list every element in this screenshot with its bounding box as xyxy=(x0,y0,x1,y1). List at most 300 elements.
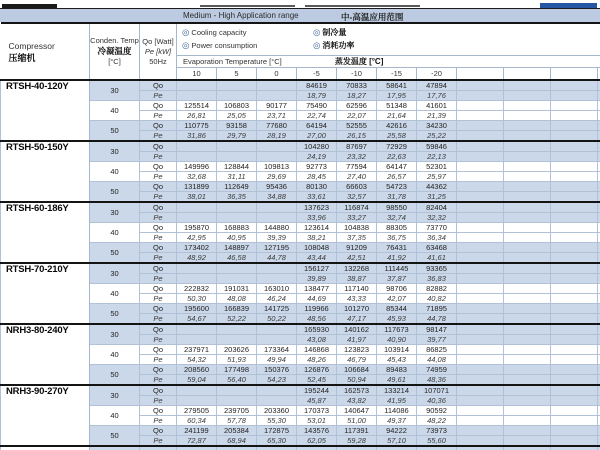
qo-value-cell xyxy=(177,385,217,396)
qo-value-cell xyxy=(504,162,551,172)
table-row xyxy=(1,162,600,172)
pe-value-cell xyxy=(457,375,504,386)
pe-value-cell: 45,43 xyxy=(377,355,417,365)
pe-value-cell: 41,95 xyxy=(377,396,417,406)
cond-temp-cell: 50 xyxy=(90,426,140,447)
qo-value-cell: 168883 xyxy=(217,223,257,233)
qo-value-cell xyxy=(551,80,598,91)
qo-value-cell xyxy=(551,345,598,355)
pe-value-cell: 45,93 xyxy=(377,314,417,325)
cropped-subtitle-fragment xyxy=(305,5,420,7)
qo-value-cell: 80130 xyxy=(297,182,337,192)
qo-value-cell: 146868 xyxy=(297,345,337,355)
pe-value-cell: 43,82 xyxy=(337,396,377,406)
qo-value-cell: 94222 xyxy=(377,426,417,436)
pe-value-cell: 55,30 xyxy=(257,416,297,426)
pe-value-cell xyxy=(217,152,257,162)
pe-value-cell: 43,44 xyxy=(297,253,337,264)
qo-value-cell: 205384 xyxy=(217,426,257,436)
pe-row-label: Pe xyxy=(140,355,177,365)
pe-value-cell xyxy=(457,213,504,223)
cond-temp-cell: 40 xyxy=(90,284,140,304)
qo-value-cell xyxy=(257,446,297,450)
qo-value-cell: 191031 xyxy=(217,284,257,294)
qo-value-cell xyxy=(457,243,504,253)
qo-value-cell xyxy=(457,101,504,111)
pe-value-cell xyxy=(457,335,504,345)
qo-value-cell xyxy=(457,202,504,213)
qo-value-cell: 101270 xyxy=(337,304,377,314)
qo-value-cell: 123823 xyxy=(337,345,377,355)
qo-value-cell: 170373 xyxy=(297,406,337,416)
qo-value-cell xyxy=(217,202,257,213)
qo-value-cell: 208560 xyxy=(177,365,217,375)
qo-value-cell xyxy=(377,446,417,450)
pe-value-cell xyxy=(457,91,504,101)
pe-value-cell xyxy=(457,172,504,182)
pe-value-cell: 52,22 xyxy=(217,314,257,325)
table-row xyxy=(1,385,600,396)
pe-value-cell: 52,45 xyxy=(297,375,337,386)
pe-value-cell: 40,82 xyxy=(417,294,457,304)
pe-row-label: Pe xyxy=(140,233,177,243)
qo-value-cell: 165930 xyxy=(297,324,337,335)
pe-value-cell: 34,88 xyxy=(257,192,297,203)
pe-value-cell: 25,58 xyxy=(377,131,417,142)
pe-value-cell: 44,78 xyxy=(257,253,297,264)
qo-value-cell: 77594 xyxy=(337,162,377,172)
qo-value-cell: 82404 xyxy=(417,202,457,213)
pe-value-cell xyxy=(457,355,504,365)
performance-table xyxy=(0,22,600,450)
pe-value-cell xyxy=(457,111,504,121)
pe-value-cell: 22,63 xyxy=(377,152,417,162)
qo-value-cell: 98147 xyxy=(417,324,457,335)
qo-value-cell xyxy=(551,182,598,192)
qo-row-label: Qo xyxy=(140,101,177,111)
pe-value-cell: 72,87 xyxy=(177,436,217,447)
qo-value-cell: 166839 xyxy=(217,304,257,314)
qo-value-cell: 73973 xyxy=(417,426,457,436)
pe-value-cell: 48,56 xyxy=(297,314,337,325)
qo-value-cell: 104838 xyxy=(337,223,377,233)
pe-value-cell: 48,92 xyxy=(177,253,217,264)
legend-line-cooling xyxy=(177,26,600,39)
cond-temp-cell: 40 xyxy=(90,101,140,121)
compressor-model-cell: RTSH-50-150Y xyxy=(1,141,90,202)
pe-value-cell: 25,97 xyxy=(417,172,457,182)
pe-value-cell xyxy=(551,355,598,365)
compressor-model-cell: NRH3-90-270Y xyxy=(1,385,90,446)
pe-row-label: Pe xyxy=(140,294,177,304)
evap-tick: -20 xyxy=(417,68,457,81)
qo-value-cell: 131899 xyxy=(177,182,217,192)
pe-value-cell xyxy=(504,233,551,243)
qo-value-cell: 203360 xyxy=(257,406,297,416)
pe-value-cell: 65,30 xyxy=(257,436,297,447)
qo-value-cell: 148897 xyxy=(217,243,257,253)
pe-value-cell: 49,37 xyxy=(377,416,417,426)
qo-value-cell: 141725 xyxy=(257,304,297,314)
pe-row-label: Pe xyxy=(140,172,177,182)
qo-value-cell xyxy=(457,121,504,131)
qo-value-cell: 59846 xyxy=(417,141,457,152)
cond-temp-cell xyxy=(90,446,140,450)
qo-value-cell xyxy=(504,243,551,253)
qo-value-cell xyxy=(551,223,598,233)
pe-value-cell: 44,08 xyxy=(417,355,457,365)
table-row xyxy=(1,202,600,213)
table-row xyxy=(1,406,600,416)
qo-row-label: Qo xyxy=(140,284,177,294)
pe-value-cell: 42,95 xyxy=(177,233,217,243)
qo-row-label: Qo xyxy=(140,426,177,436)
compressor-model-cell: NRH3-80-240Y xyxy=(1,324,90,385)
cond-temp-cell: 30 xyxy=(90,385,140,406)
qo-value-cell xyxy=(504,385,551,396)
pe-value-cell: 53,01 xyxy=(297,416,337,426)
pe-value-cell: 17,95 xyxy=(377,91,417,101)
qo-value-cell xyxy=(551,284,598,294)
power-consumption-icon: ◎ xyxy=(313,40,321,50)
cond-temp-header-en: Conden. Temp xyxy=(90,36,139,45)
pe-value-cell: 49,61 xyxy=(377,375,417,386)
cond-temp-cell: 40 xyxy=(90,345,140,365)
pe-value-cell: 36,34 xyxy=(417,233,457,243)
pe-value-cell xyxy=(551,274,598,284)
pe-value-cell: 22,74 xyxy=(297,111,337,121)
qo-row-label xyxy=(140,446,177,450)
pe-row-label: Pe xyxy=(140,274,177,284)
qo-value-cell: 144880 xyxy=(257,223,297,233)
pe-value-cell: 38,87 xyxy=(337,274,377,284)
qo-value-cell xyxy=(504,345,551,355)
pe-value-cell xyxy=(551,91,598,101)
pe-value-cell: 25,22 xyxy=(417,131,457,142)
pe-unit-label: Pe [kW] xyxy=(144,46,172,56)
qo-value-cell xyxy=(417,446,457,450)
pe-value-cell: 50,30 xyxy=(177,294,217,304)
legend-cooling-en: Cooling capacity xyxy=(191,28,247,37)
qo-value-cell: 85344 xyxy=(377,304,417,314)
pe-value-cell: 41,97 xyxy=(337,335,377,345)
compressor-header xyxy=(1,23,90,80)
pe-value-cell xyxy=(551,172,598,182)
pe-value-cell xyxy=(504,111,551,121)
pe-row-label: Pe xyxy=(140,91,177,101)
qo-value-cell: 150376 xyxy=(257,365,297,375)
qo-value-cell: 74959 xyxy=(417,365,457,375)
pe-value-cell xyxy=(177,213,217,223)
qo-value-cell: 75490 xyxy=(297,101,337,111)
pe-value-cell xyxy=(551,416,598,426)
qo-value-cell xyxy=(457,446,504,450)
cropped-subtitle-fragment xyxy=(200,5,295,7)
qo-value-cell: 222832 xyxy=(177,284,217,294)
pe-value-cell: 44,69 xyxy=(297,294,337,304)
qo-value-cell: 112649 xyxy=(217,182,257,192)
pe-value-cell xyxy=(257,335,297,345)
pe-value-cell: 32,32 xyxy=(417,213,457,223)
pe-value-cell: 31,25 xyxy=(417,192,457,203)
qo-value-cell: 90592 xyxy=(417,406,457,416)
table-row xyxy=(1,263,600,274)
cond-temp-cell: 50 xyxy=(90,121,140,142)
qo-row-label: Qo xyxy=(140,141,177,152)
pe-value-cell xyxy=(457,152,504,162)
pe-value-cell: 36,35 xyxy=(217,192,257,203)
qo-value-cell: 77680 xyxy=(257,121,297,131)
pe-value-cell xyxy=(177,152,217,162)
qo-value-cell: 116874 xyxy=(337,202,377,213)
qo-value-cell xyxy=(217,324,257,335)
qo-value-cell: 73770 xyxy=(417,223,457,233)
table-row xyxy=(1,80,600,91)
qo-value-cell: 237971 xyxy=(177,345,217,355)
pe-value-cell: 48,08 xyxy=(217,294,257,304)
pe-value-cell: 31,11 xyxy=(217,172,257,182)
qo-value-cell xyxy=(457,426,504,436)
pe-row-label: Pe xyxy=(140,192,177,203)
frequency-label: 50Hz xyxy=(149,56,167,66)
cond-temp-cell: 40 xyxy=(90,406,140,426)
legend-power-zh: 消耗功率 xyxy=(322,41,355,50)
compressor-model-cell: RTSH-60-186Y xyxy=(1,202,90,263)
pe-value-cell: 21,64 xyxy=(377,111,417,121)
pe-value-cell: 50,94 xyxy=(337,375,377,386)
qo-value-cell: 54723 xyxy=(377,182,417,192)
pe-value-cell: 55,60 xyxy=(417,436,457,447)
qo-value-cell: 156127 xyxy=(297,263,337,274)
qo-value-cell: 41601 xyxy=(417,101,457,111)
qo-value-cell: 195870 xyxy=(177,223,217,233)
qo-value-cell: 195244 xyxy=(297,385,337,396)
pe-value-cell xyxy=(257,274,297,284)
power-consumption-icon: ◎ xyxy=(182,40,190,50)
qo-value-cell xyxy=(504,263,551,274)
pe-value-cell: 22,13 xyxy=(417,152,457,162)
qo-value-cell xyxy=(551,121,598,131)
pe-value-cell: 33,96 xyxy=(297,213,337,223)
pe-value-cell xyxy=(177,274,217,284)
pe-row-label: Pe xyxy=(140,131,177,142)
qo-value-cell: 93365 xyxy=(417,263,457,274)
pe-value-cell xyxy=(504,192,551,203)
evap-tick-empty xyxy=(457,68,504,81)
pe-value-cell xyxy=(504,152,551,162)
qo-value-cell: 34230 xyxy=(417,121,457,131)
qo-value-cell xyxy=(177,446,217,450)
pe-value-cell xyxy=(457,192,504,203)
pe-value-cell: 48,26 xyxy=(297,355,337,365)
qo-row-label: Qo xyxy=(140,202,177,213)
pe-row-label: Pe xyxy=(140,253,177,264)
evap-tick: 0 xyxy=(257,68,297,81)
cond-temp-cell: 40 xyxy=(90,162,140,182)
pe-value-cell: 32,74 xyxy=(377,213,417,223)
qo-value-cell xyxy=(551,324,598,335)
pe-value-cell xyxy=(457,233,504,243)
pe-value-cell xyxy=(551,213,598,223)
qo-value-cell xyxy=(504,121,551,131)
qo-value-cell xyxy=(257,385,297,396)
qo-value-cell: 106684 xyxy=(337,365,377,375)
application-range-band xyxy=(0,9,600,22)
qo-value-cell xyxy=(551,101,598,111)
pe-value-cell: 59,28 xyxy=(337,436,377,447)
qo-value-cell xyxy=(177,202,217,213)
pe-value-cell xyxy=(504,131,551,142)
pe-row-label: Pe xyxy=(140,152,177,162)
pe-value-cell: 41,61 xyxy=(417,253,457,264)
pe-value-cell: 40,90 xyxy=(377,335,417,345)
qo-value-cell: 91209 xyxy=(337,243,377,253)
evap-temp-header xyxy=(177,56,600,68)
pe-value-cell: 45,87 xyxy=(297,396,337,406)
pe-value-cell xyxy=(504,375,551,386)
qo-value-cell: 58641 xyxy=(377,80,417,91)
pe-value-cell: 33,61 xyxy=(297,192,337,203)
qo-value-cell xyxy=(177,324,217,335)
pe-value-cell: 22,07 xyxy=(337,111,377,121)
qo-value-cell xyxy=(457,406,504,416)
pe-value-cell: 43,08 xyxy=(297,335,337,345)
qo-value-cell: 90177 xyxy=(257,101,297,111)
qo-value-cell xyxy=(504,304,551,314)
qo-value-cell xyxy=(257,324,297,335)
pe-value-cell: 21,39 xyxy=(417,111,457,121)
qo-row-label: Qo xyxy=(140,385,177,396)
pe-value-cell: 32,57 xyxy=(337,192,377,203)
cond-temp-header xyxy=(90,23,140,80)
qo-value-cell: 173364 xyxy=(257,345,297,355)
qo-value-cell xyxy=(551,304,598,314)
pe-row-label: Pe xyxy=(140,375,177,386)
pe-value-cell xyxy=(177,91,217,101)
pe-value-cell: 62,05 xyxy=(297,436,337,447)
pe-value-cell xyxy=(504,213,551,223)
qo-value-cell: 241199 xyxy=(177,426,217,436)
cond-temp-cell: 30 xyxy=(90,324,140,345)
qo-value-cell: 76431 xyxy=(377,243,417,253)
pe-value-cell: 42,07 xyxy=(377,294,417,304)
qo-value-cell xyxy=(551,162,598,172)
qo-value-cell: 103914 xyxy=(377,345,417,355)
pe-value-cell: 40,95 xyxy=(217,233,257,243)
qo-value-cell xyxy=(457,324,504,335)
table-row xyxy=(1,345,600,355)
qo-value-cell: 95436 xyxy=(257,182,297,192)
qo-unit-label: Qo [Watt] xyxy=(142,36,174,46)
cond-temp-cell: 40 xyxy=(90,223,140,243)
qo-value-cell: 93158 xyxy=(217,121,257,131)
pe-value-cell: 18,79 xyxy=(297,91,337,101)
pe-value-cell: 33,27 xyxy=(337,213,377,223)
pe-value-cell: 39,89 xyxy=(297,274,337,284)
table-row xyxy=(1,101,600,111)
qo-value-cell xyxy=(504,446,551,450)
pe-value-cell xyxy=(551,436,598,447)
pe-value-cell: 26,81 xyxy=(177,111,217,121)
table-row xyxy=(1,365,600,375)
qo-value-cell: 133214 xyxy=(377,385,417,396)
table-row xyxy=(1,284,600,294)
qo-value-cell: 114086 xyxy=(377,406,417,416)
pe-value-cell xyxy=(551,253,598,264)
pe-value-cell xyxy=(551,396,598,406)
qo-value-cell xyxy=(551,385,598,396)
pe-value-cell: 36,75 xyxy=(377,233,417,243)
pe-value-cell xyxy=(504,416,551,426)
compressor-header-zh: 压缩机 xyxy=(8,52,36,63)
pe-row-label: Pe xyxy=(140,436,177,447)
qo-value-cell xyxy=(457,365,504,375)
table-row xyxy=(1,426,600,436)
qo-value-cell xyxy=(504,202,551,213)
qo-value-cell: 125514 xyxy=(177,101,217,111)
pe-value-cell xyxy=(457,253,504,264)
qo-value-cell: 127195 xyxy=(257,243,297,253)
qo-value-cell xyxy=(177,141,217,152)
evap-temp-header-zh: 蒸发温度 [°C] xyxy=(334,57,384,66)
qo-value-cell xyxy=(457,263,504,274)
pe-value-cell: 47,17 xyxy=(337,314,377,325)
qo-value-cell xyxy=(504,182,551,192)
qo-value-cell xyxy=(504,101,551,111)
table-row xyxy=(1,324,600,335)
qo-value-cell xyxy=(551,141,598,152)
qo-value-cell: 177498 xyxy=(217,365,257,375)
cooling-capacity-icon: ◎ xyxy=(313,27,321,37)
pe-value-cell: 54,67 xyxy=(177,314,217,325)
application-range-zh: 中-高温应用范围 xyxy=(341,12,404,22)
pe-value-cell xyxy=(257,396,297,406)
compressor-model-cell: RTSH-40-120Y xyxy=(1,80,90,141)
qo-value-cell xyxy=(217,446,257,450)
evap-tick: -10 xyxy=(337,68,377,81)
evap-temp-header-en: Evaporation Temperature [°C] xyxy=(183,57,282,66)
pe-value-cell xyxy=(457,314,504,325)
pe-value-cell xyxy=(177,335,217,345)
qo-value-cell: 107071 xyxy=(417,385,457,396)
qo-value-cell: 71895 xyxy=(417,304,457,314)
qo-value-cell xyxy=(551,243,598,253)
cond-temp-cell: 50 xyxy=(90,243,140,264)
qo-value-cell: 140647 xyxy=(337,406,377,416)
pe-value-cell: 25,05 xyxy=(217,111,257,121)
qo-value-cell xyxy=(504,141,551,152)
qo-value-cell: 104280 xyxy=(297,141,337,152)
qo-value-cell xyxy=(504,324,551,335)
table-row xyxy=(1,223,600,233)
table-row xyxy=(1,304,600,314)
pe-value-cell: 26,15 xyxy=(337,131,377,142)
pe-value-cell: 60,34 xyxy=(177,416,217,426)
pe-value-cell xyxy=(257,91,297,101)
table-row-cropped xyxy=(1,446,600,450)
pe-value-cell xyxy=(551,111,598,121)
qo-value-cell xyxy=(457,284,504,294)
evap-tick: 10 xyxy=(177,68,217,81)
qo-value-cell xyxy=(504,426,551,436)
pe-value-cell: 41,92 xyxy=(377,253,417,264)
evap-tick: 5 xyxy=(217,68,257,81)
pe-value-cell xyxy=(457,274,504,284)
qo-value-cell: 126876 xyxy=(297,365,337,375)
pe-value-cell xyxy=(551,314,598,325)
qo-value-cell xyxy=(457,182,504,192)
table-body xyxy=(1,80,600,450)
